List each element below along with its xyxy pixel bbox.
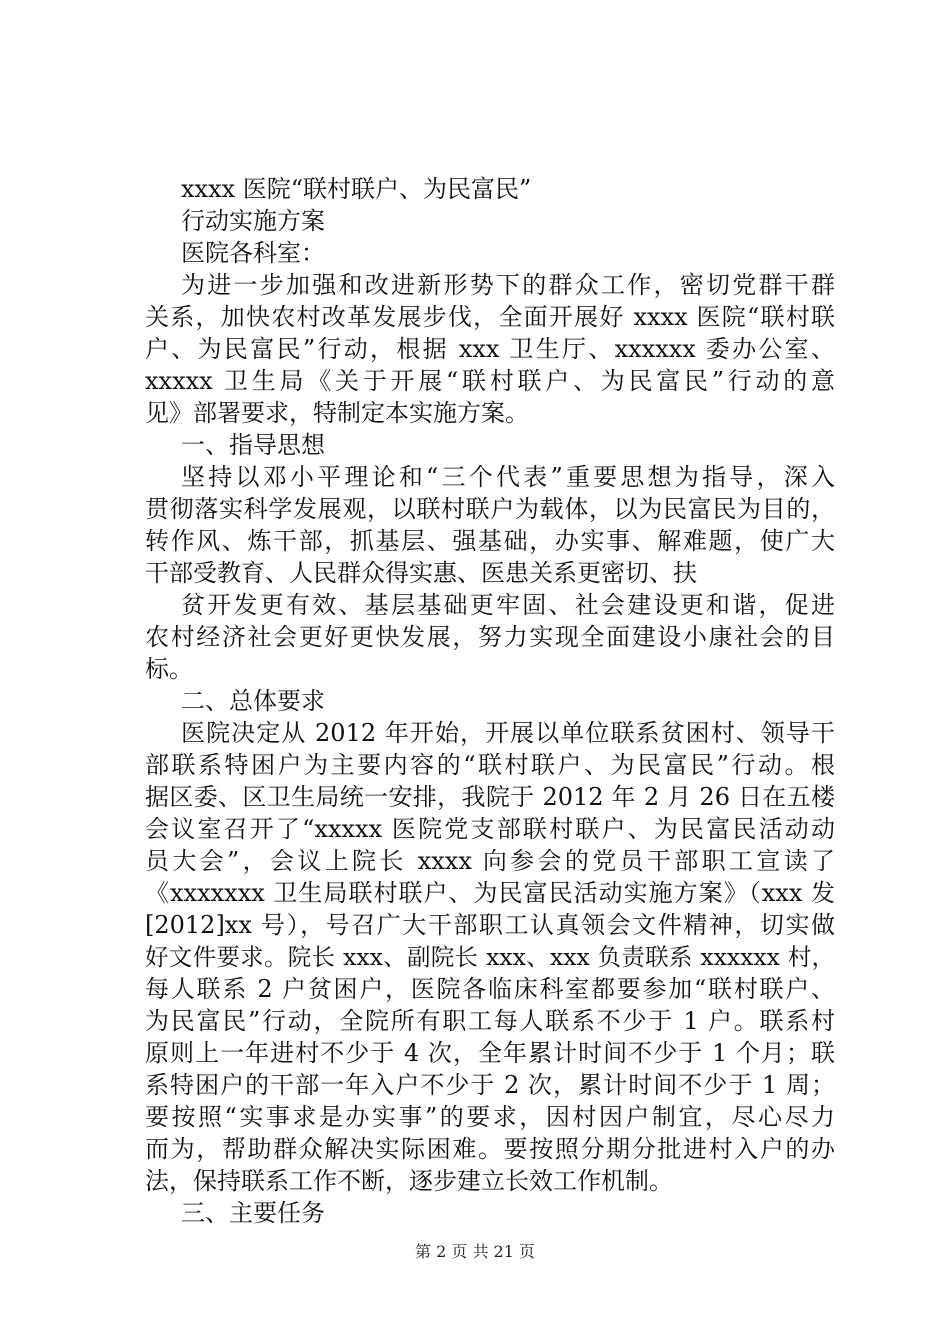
document-title-line-2: 行动实施方案 [181,207,325,235]
general-requirements-paragraph [145,717,835,1197]
paragraph-line: 医院决定从 2012 年开始，开展以单位联系贫困村、领导干 [181,719,835,747]
paragraph-line: 转作风、炼干部，抓基层、强基础，办实事、解难题，使广大 [145,527,835,555]
section-heading-general-requirements: 二、总体要求 [181,687,325,715]
paragraph-line: 法，保持联系工作不断，逐步建立长效工作机制。 [145,1167,673,1195]
paragraph-line: 《xxxxxxx 卫生局联村联户、为民富民活动实施方案》（xxx 发 [145,879,835,907]
intro-line: 关系，加快农村改革发展步伐，全面开展好 xxxx 医院“联村联 [145,303,835,331]
paragraph-line: 好文件要求。院长 xxx、副院长 xxx、xxx 负责联系 xxxxxx 村， [145,943,835,971]
document-title-line-1: xxxx 医院“联村联户、为民富民” [181,175,532,203]
paragraph-line: 会议室召开了“xxxxx 医院党支部联村联户、为民富民活动动 [145,815,835,843]
intro-line: 为进一步加强和改进新形势下的群众工作，密切党群干群 [181,271,835,299]
paragraph-line: 贫开发更有效、基层基础更牢固、社会建设更和谐，促进 [181,591,835,619]
guiding-ideology-paragraph-2 [145,589,835,685]
paragraph-line: 员大会”，会议上院长 xxxx 向参会的党员干部职工宣读了 [145,847,835,875]
paragraph-line: 系特困户的干部一年入户不少于 2 次，累计时间不少于 1 周； [145,1071,835,1099]
paragraph-line: 贯彻落实科学发展观，以联村联户为载体，以为民富民为目的， [145,495,835,523]
paragraph-line: 要按照“实事求是办实事”的要求，因村因户制宜，尽心尽力 [145,1103,835,1131]
section-heading-guiding-ideology: 一、指导思想 [181,431,325,459]
paragraph-line: 部联系特困户为主要内容的“联村联户、为民富民”行动。根 [145,751,835,779]
paragraph-line: 原则上一年进村不少于 4 次，全年累计时间不少于 1 个月；联 [145,1039,835,1067]
paragraph-line: 每人联系 2 户贫困户，医院各临床科室都要参加“联村联户、 [145,975,835,1003]
paragraph-line: 为民富民”行动，全院所有职工每人联系不少于 1 户。联系村 [145,1007,835,1035]
paragraph-line: 干部受教育、人民群众得实惠、医患关系更密切、扶 [145,559,697,587]
intro-line: 户、为民富民”行动，根据 xxx 卫生厅、xxxxxx 委办公室、 [145,335,835,363]
intro-line: xxxxx 卫生局《关于开展“联村联户、为民富民”行动的意 [145,367,835,395]
salutation: 医院各科室： [181,239,325,267]
paragraph-line: 据区委、区卫生局统一安排，我院于 2012 年 2 月 26 日在五楼 [145,783,835,811]
intro-line: 见》部署要求，特制定本实施方案。 [145,399,529,427]
paragraph-line: [2012]xx 号），号召广大干部职工认真领会文件精神，切实做 [145,911,835,939]
guiding-ideology-paragraph-1 [145,461,835,589]
paragraph-line: 标。 [145,655,193,683]
section-heading-main-tasks: 三、主要任务 [181,1199,325,1227]
paragraph-line: 而为，帮助群众解决实际困难。要按照分期分批进村入户的办 [145,1135,835,1163]
paragraph-line: 坚持以邓小平理论和“三个代表”重要思想为指导，深入 [181,463,835,491]
page-number-footer: 第 2 页 共 21 页 [415,1242,535,1261]
intro-paragraph [145,269,835,429]
document-body [145,173,835,1229]
paragraph-line: 农村经济社会更好更快发展，努力实现全面建设小康社会的目 [145,623,835,651]
